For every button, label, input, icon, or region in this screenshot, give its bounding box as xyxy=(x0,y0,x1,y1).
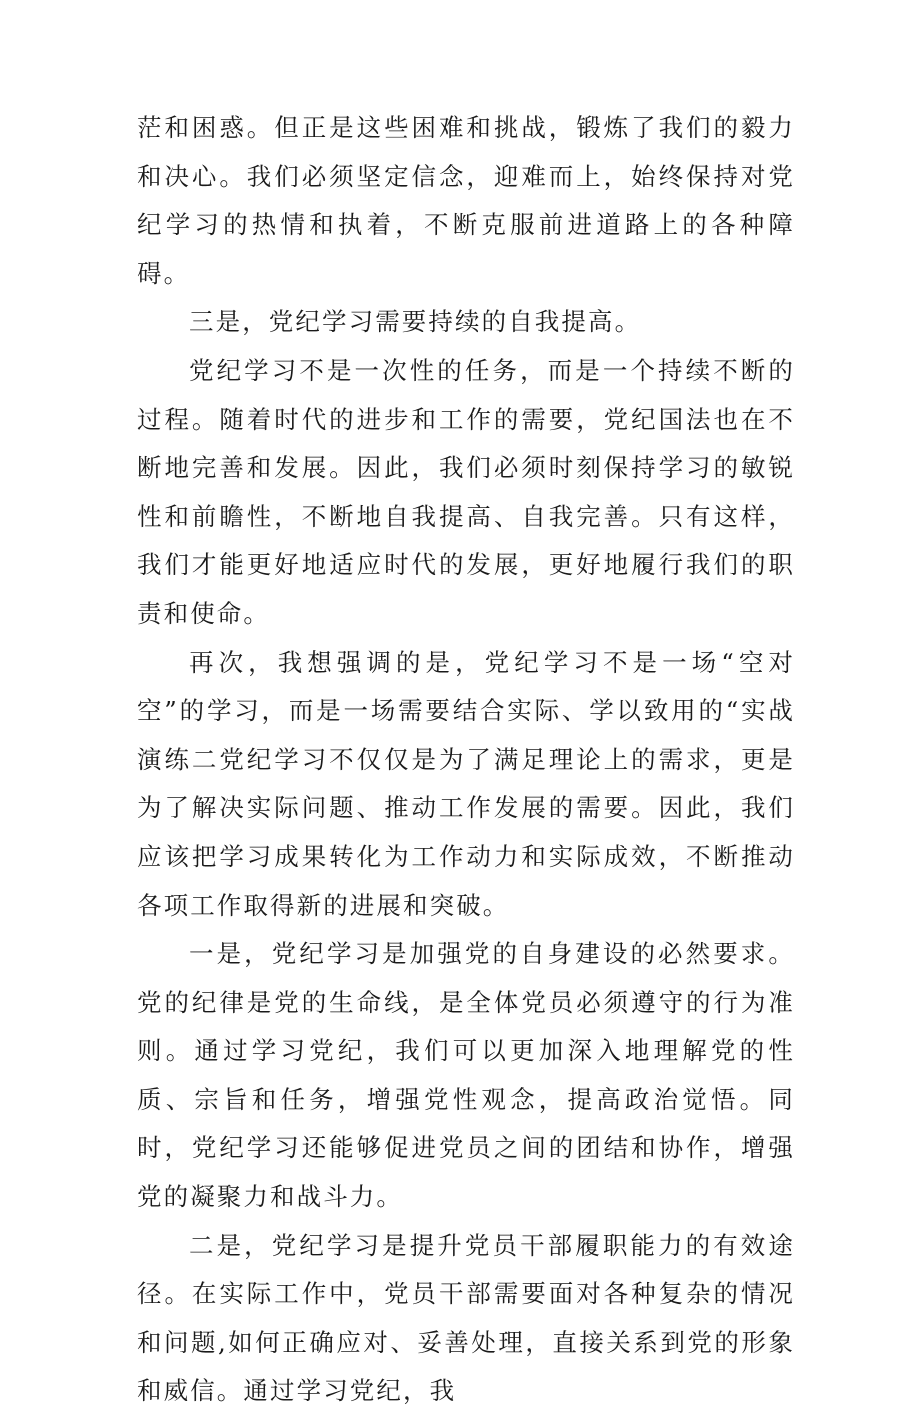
paragraph-heading-three: 三是，党纪学习需要持续的自我提高。 xyxy=(189,307,642,337)
paragraph: 再次，我想强调的是，党纪学习不是一场“空对空”的学习，而是一场需要结合实际、学以致用的“实战演练二党纪学习不仅仅是为了满足理论上的需求，更是为了解决实际问题、推动工作发展的需要。因此，我们应该把学习成果转化为工作动力和实际成效，不断推动各项工作取得新的进展和突破。 xyxy=(137,647,795,920)
paragraph: 一是，党纪学习是加强党的自身建设的必然要求。党的纪律是党的生命线，是全体党员必须遵守的行为准则。通过学习党纪，我们可以更加深入地理解党的性质、宗旨和任务，增强党性观念，提高政治觉悟。同时，党纪学习还能够促进党员之间的团结和协作，增强党的凝聚力和战斗力。 xyxy=(137,939,795,1212)
paragraph: 二是，党纪学习是提升党员干部履职能力的有效途径。在实际工作中，党员干部需要面对各种复杂的情况和问题,如何正确应对、妥善处理，直接关系到党的形象和威信。通过学习党纪，我 xyxy=(137,1230,795,1406)
document-body xyxy=(137,104,795,1416)
paragraph: 党纪学习不是一次性的任务，而是一个持续不断的过程。随着时代的进步和工作的需要，党纪国法也在不断地完善和发展。因此，我们必须时刻保持学习的敏锐性和前瞻性，不断地自我提高、自我完善。只有这样，我们才能更好地适应时代的发展，更好地履行我们的职责和使命。 xyxy=(137,355,795,628)
paragraph-continuation: 茫和困惑。但正是这些困难和挑战，锻炼了我们的毅力和决心。我们必须坚定信念，迎难而上，始终保持对党纪学习的热情和执着，不断克服前进道路上的各种障碍。 xyxy=(137,113,795,288)
